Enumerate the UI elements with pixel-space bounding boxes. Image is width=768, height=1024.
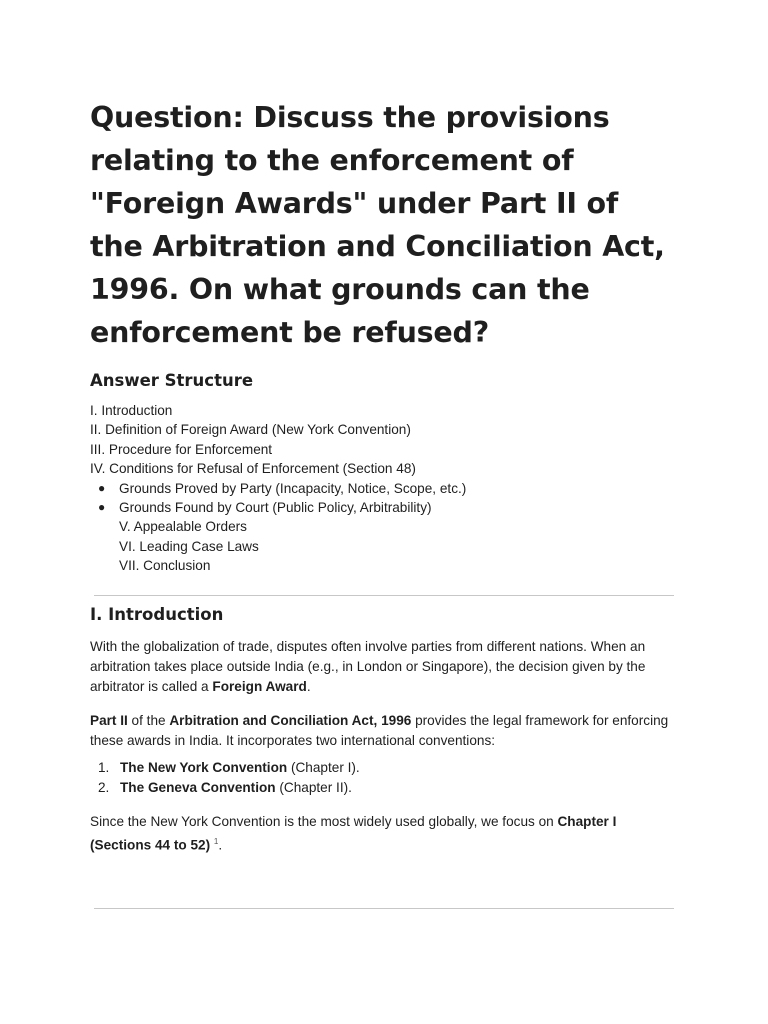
structure-item: I. Introduction (90, 403, 173, 418)
conventions-list (90, 758, 680, 798)
part-ii-term: Part II (90, 713, 128, 728)
section-divider (94, 908, 674, 909)
paragraph-text: With the globalization of trade, disputes often involve parties from different nations. When an arbitration takes place outside India (e.g., in London or Singapore), the decision given by the arbitrator is called a (90, 639, 646, 694)
list-item (90, 778, 680, 798)
convention-name: The Geneva Convention (120, 780, 276, 795)
introduction-paragraph-1 (90, 637, 680, 697)
convention-name: The New York Convention (120, 760, 288, 775)
paragraph-end: . (218, 837, 223, 853)
introduction-section (90, 604, 680, 856)
answer-structure-list (90, 401, 680, 576)
list-item (90, 758, 680, 778)
answer-structure-heading: Answer Structure (90, 371, 254, 390)
list-number: 2. (98, 780, 110, 795)
refusal-grounds-bullets (90, 479, 680, 518)
paragraph-text: provides the legal framework for enforcing these awards in India. It incorporates two international conventions: (90, 713, 669, 748)
structure-item: IV. Conditions for Refusal of Enforcement (Section 48) (90, 461, 416, 477)
convention-chapter: (Chapter I). (287, 760, 360, 775)
paragraph-text: of the (127, 713, 170, 728)
structure-item: VI. Leading Case Laws (119, 538, 259, 554)
bullet-dot-icon: ● (98, 500, 106, 515)
introduction-paragraph-2 (90, 711, 680, 751)
chapter-i-term: Chapter I (Sections 44 to 52) (90, 814, 617, 853)
footnote-link[interactable]: 1 (213, 837, 219, 846)
convention-chapter: (Chapter II). (275, 780, 352, 795)
bullet-text: Grounds Found by Court (Public Policy, Arbitrability) (119, 500, 432, 516)
list-number: 1. (98, 760, 110, 775)
introduction-paragraph-3 (90, 812, 680, 856)
structure-item: II. Definition of Foreign Award (New York Convention) (90, 422, 411, 438)
act-name-term: Arbitration and Conciliation Act, 1996 (169, 713, 412, 728)
bullet-item (90, 479, 680, 498)
structure-item: VII. Conclusion (119, 558, 211, 574)
section-divider (94, 595, 674, 596)
document-page (90, 96, 680, 576)
bullet-item (90, 498, 680, 517)
structure-item: III. Procedure for Enforcement (90, 441, 273, 457)
paragraph-end: . (306, 679, 311, 694)
structure-item: V. Appealable Orders (119, 519, 247, 535)
bullet-dot-icon: ● (98, 480, 106, 495)
question-title: Question: Discuss the provisions relating to the enforcement of "Foreign Awards" under Part II of the Arbitration and Conciliation Act, 1996. On what grounds can the enforcement be refused? (90, 101, 665, 349)
bullet-text: Grounds Proved by Party (Incapacity, Notice, Scope, etc.) (119, 480, 467, 496)
foreign-award-term: Foreign Award (212, 679, 307, 694)
paragraph-text: Since the New York Convention is the most widely used globally, we focus on (90, 814, 558, 829)
introduction-heading: I. Introduction (90, 605, 224, 624)
